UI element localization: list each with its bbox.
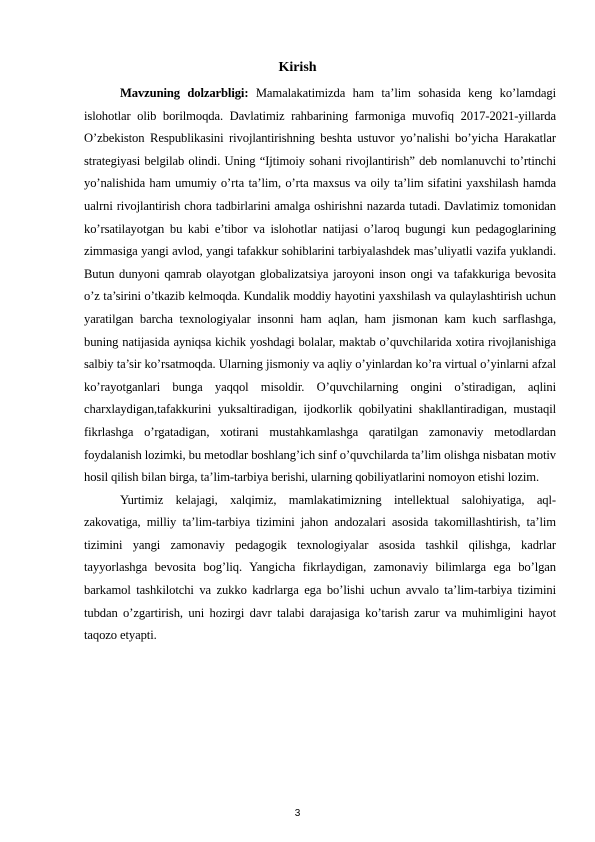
paragraph-text: Mamalakatimizda ham ta’lim sohasida keng ko’lamdagi islohotlar olib borilmoqda. Davlatimiz rahbarining farmoniga muvofiq 2017-2021-yillarda O’zbekiston Respublikasini rivojlantirishning beshta ustuvor yo’nalishi bo’yicha Harakatlar strategiyasi belgilab olindi. Uning “Ijtimoiy sohani rivojlantirish” deb nomlanuvchi to’rtinchi yo’nalishida ham umumiy o’rta ta’lim, o’rta maxsus va oily ta’lim sifatini yaxshilash hamda ualrni rivojlantirish chora tadbirlarini amalga oshirishni nazarda tutadi. Davlatimiz tomonidan ko’rsatilayotgan bu kabi e’tibor va islohotlar natijasi o’laroq bugungi kun pedagoglarining zimmasiga yangi avlod, yangi tafakkur sohiblarini tarbiyalashdek mas’uliyatli vazifa yuklandi. Butun dunyoni qamrab olayotgan globalizatsiya jaroyoni inson ongi va tafakkuriga bevosita o’z ta’sirini o’tkazib kelmoqda. Kundalik moddiy hayotini yaxshilash va qulaylashtirish uchun yaratilgan barcha texnologiyalar insonni ham aqlan, ham jismonan kam kuch sarflashga, buning natijasida ayniqsa kichik yoshdagi bolalar, maktab o’quvchilarida xotira rivojlanishiga salbiy ta’sir ko’rsatmoqda. Ularning jismoniy va aqliy o’yinlardan ko’ra virtual o’yinlarni afzal ko’rayotganlari bunga yaqqol misoldir. O’quvchilarning ongini o’stiradigan, aqlini charxlaydigan,tafakkurini yuksaltiradigan, ijodkorlik qobilyatini shakllantiradigan, mustaqil fikrlashga o’rgatadigan, xotirani mustahkamlashga qaratilgan zamonaviy metodlardan foydalanish lozimki, bu metodlar boshlang’ich sinf o’quvchilarda ta’lim olishga nisbatan motiv hosil qilish bilan birga, ta’lim-tarbiya berishi, ularning qobiliyatlarini nomoyon etishi lozim. <box>84 86 556 485</box>
page-number: 3 <box>294 808 301 819</box>
body-text <box>84 82 556 647</box>
paragraph-relevance <box>84 82 556 489</box>
paragraph-future: Yurtimiz kelajagi, xalqimiz, mamlakatimizning intellektual salohiyatiga, aql-zakovatiga, milliy ta’lim-tarbiya tizimini jahon andozalari asosida takomillashtirish, ta’lim tizimini yangi zamonaviy pedagogik texnologiyalar asosida tashkil qilishga, kadrlar tayyorlashga bevosita bog’liq. Yangicha fikrlaydigan, zamonaviy bilimlarga ega bo’lgan barkamol tashkilotchi va zukko kadrlarga ega bo’lishi uchun avvalo ta’lim-tarbiya tizimini tubdan o’zgartirish, uni hozirgi davr talabi darajasiga ko’tarish zarur va muhimligini hayot taqozo etyapti. <box>84 492 556 643</box>
paragraph-lead: Mavzuning dolzarbligi: <box>120 86 249 100</box>
page-title: Kirish <box>278 60 317 75</box>
